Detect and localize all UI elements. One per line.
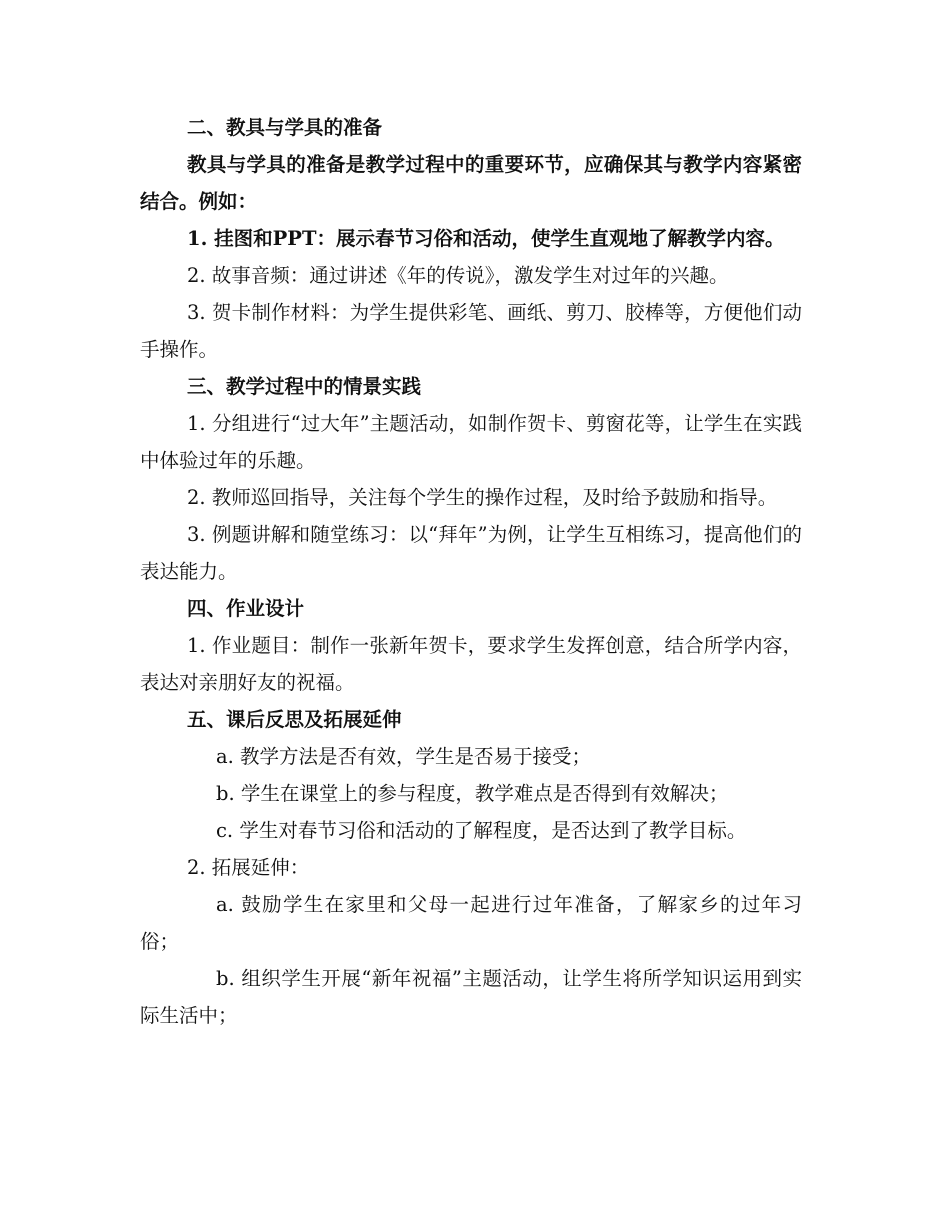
list-item: 1. 挂图和PPT：展示春节习俗和活动，使学生直观地了解教学内容。 [187,227,785,250]
section-heading-practice: 三、教学过程中的情景实践 [187,375,422,398]
list-item: 1. 分组进行“过大年”主题活动，如制作贺卡、剪窗花等，让学生在实践中体验过年的乐趣。 [140,412,802,472]
section-heading-reflection: 五、课后反思及拓展延伸 [187,708,402,731]
list-item: b. 学生在课堂上的参与程度，教学难点是否得到有效解决； [216,782,729,805]
list-item: c. 学生对春节习俗和活动的了解程度，是否达到了教学目标。 [216,819,747,842]
paragraph: 教具与学具的准备是教学过程中的重要环节，应确保其与教学内容紧密结合。例如： [140,153,802,213]
list-item: 1. 作业题目：制作一张新年贺卡，要求学生发挥创意，结合所学内容，表达对亲朋好友的祝福。 [140,634,802,694]
list-item: 3. 贺卡制作材料：为学生提供彩笔、画纸、剪刀、胶棒等，方便他们动手操作。 [140,301,802,361]
list-item: a. 鼓励学生在家里和父母一起进行过年准备，了解家乡的过年习俗； [140,893,802,953]
section-heading-teaching-aids: 二、教具与学具的准备 [187,116,383,139]
document-body [140,109,802,1034]
section-heading-homework: 四、作业设计 [187,597,305,620]
list-item: 2. 故事音频：通过讲述《年的传说》，激发学生对过年的兴趣。 [187,264,729,287]
list-item: 2. 拓展延伸： [187,856,310,879]
list-item: 3. 例题讲解和随堂练习：以“拜年”为例，让学生互相练习，提高他们的表达能力。 [140,523,802,583]
list-item: a. 教学方法是否有效，学生是否易于接受； [216,745,592,768]
list-item: b. 组织学生开展“新年祝福”主题活动，让学生将所学知识运用到实际生活中； [140,967,802,1027]
list-item: 2. 教师巡回指导，关注每个学生的操作过程，及时给予鼓励和指导。 [187,486,778,509]
